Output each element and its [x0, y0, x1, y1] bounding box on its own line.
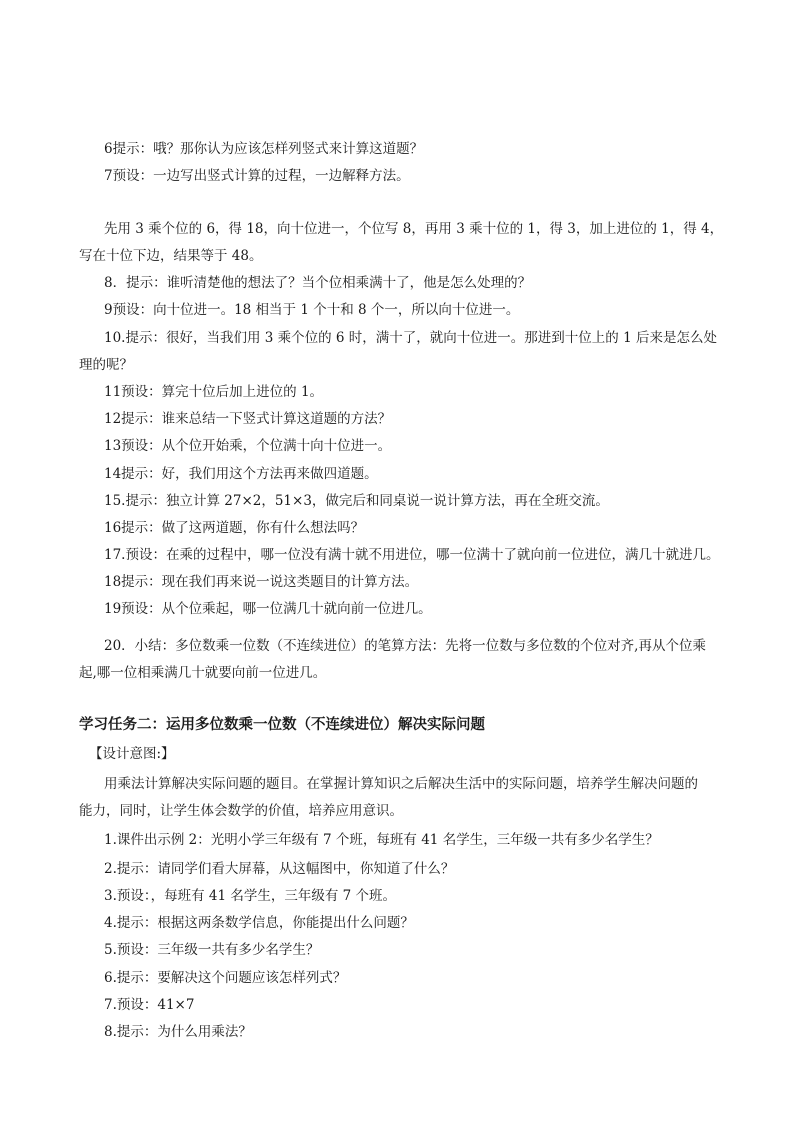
- design-intent-line-1: 用乘法计算解决实际问题的题目。在掌握计算知识之后解决生活中的实际问题，培养学生解决问题的: [104, 776, 698, 792]
- prompt-18: 18提示：现在我们再来说一说这类题目的计算方法。: [104, 574, 419, 590]
- prompt-8: 8．提示：谁听清楚他的想法了？当个位相乘满十了，他是怎么处理的？: [104, 275, 532, 291]
- task2-item-8: 8.提示：为什么用乘法？: [104, 1024, 252, 1040]
- preset-7: 7预设：一边写出竖式计算的过程，一边解释方法。: [104, 168, 410, 184]
- preset-13: 13预设：从个位开始乘，个位满十向十位进一。: [104, 438, 392, 454]
- prompt-16: 16提示：做了这两道题，你有什么想法吗？: [104, 520, 365, 536]
- explanation-line-1: 先用 3 乘个位的 6，得 18，向十位进一，个位写 8，再用 3 乘十位的 1，得 3，加上进位的 1，得 4，: [104, 221, 724, 237]
- preset-19: 19预设：从个位乘起，哪一位满几十就向前一位进几。: [104, 601, 432, 617]
- prompt-10-line-2: 理的呢？: [79, 357, 133, 373]
- prompt-15: 15.提示：独立计算 27×2，51×3，做完后和同桌说一说计算方法，再在全班交流。: [104, 493, 609, 509]
- task2-item-3: 3.预设：，每班有 41 名学生，三年级有 7 个班。: [104, 888, 397, 904]
- task2-item-2: 2.提示：请同学们看大屏幕，从这幅图中，你知道了什么？: [104, 861, 455, 877]
- prompt-6: 6提示：哦？那你认为应该怎样列竖式来计算这道题？: [104, 141, 424, 157]
- design-intent-label: 【设计意图:】: [89, 746, 175, 762]
- task2-item-6: 6.提示：要解决这个问题应该怎样列式？: [104, 970, 347, 986]
- design-intent-line-2: 能力，同时，让学生体会数学的价值，培养应用意识。: [79, 803, 403, 819]
- preset-11: 11预设：算完十位后加上进位的 1。: [104, 384, 324, 400]
- task2-item-5: 5.预设：三年级一共有多少名学生？: [104, 942, 320, 958]
- task2-item-4: 4.提示：根据这两条数学信息，你能提出什么问题？: [104, 915, 414, 931]
- preset-17: 17.预设：在乘的过程中，哪一位没有满十就不用进位，哪一位满十了就向前一位进位，满几十就进几。: [104, 547, 720, 563]
- preset-9: 9预设：向十位进一。18 相当于 1 个十和 8 个一，所以向十位进一。: [104, 302, 520, 318]
- explanation-line-2: 写在十位下边，结果等于 48。: [79, 248, 263, 264]
- task2-item-1: 1.课件出示例 2：光明小学三年级有 7 个班，每班有 41 名学生，三年级一共有多少名学生？: [104, 832, 659, 848]
- task-2-heading: 学习任务二：运用多位数乘一位数（不连续进位）解决实际问题: [79, 716, 485, 733]
- prompt-12: 12提示：谁来总结一下竖式计算这道题的方法？: [104, 411, 392, 427]
- summary-line-1: 20．小结：多位数乘一位数（不连续进位）的笔算方法：先将一位数与多位数的个位对齐,再从个位乘: [104, 638, 706, 654]
- summary-line-2: 起,哪一位相乘满几十就要向前一位进几。: [79, 665, 327, 681]
- prompt-10-line-1: 10.提示：很好，当我们用 3 乘个位的 6 时，满十了，就向十位进一。那进到十位上的 1 后来是怎么处: [104, 330, 717, 346]
- task2-item-7: 7.预设：41×7: [104, 997, 195, 1013]
- prompt-14: 14提示：好，我们用这个方法再来做四道题。: [104, 466, 378, 482]
